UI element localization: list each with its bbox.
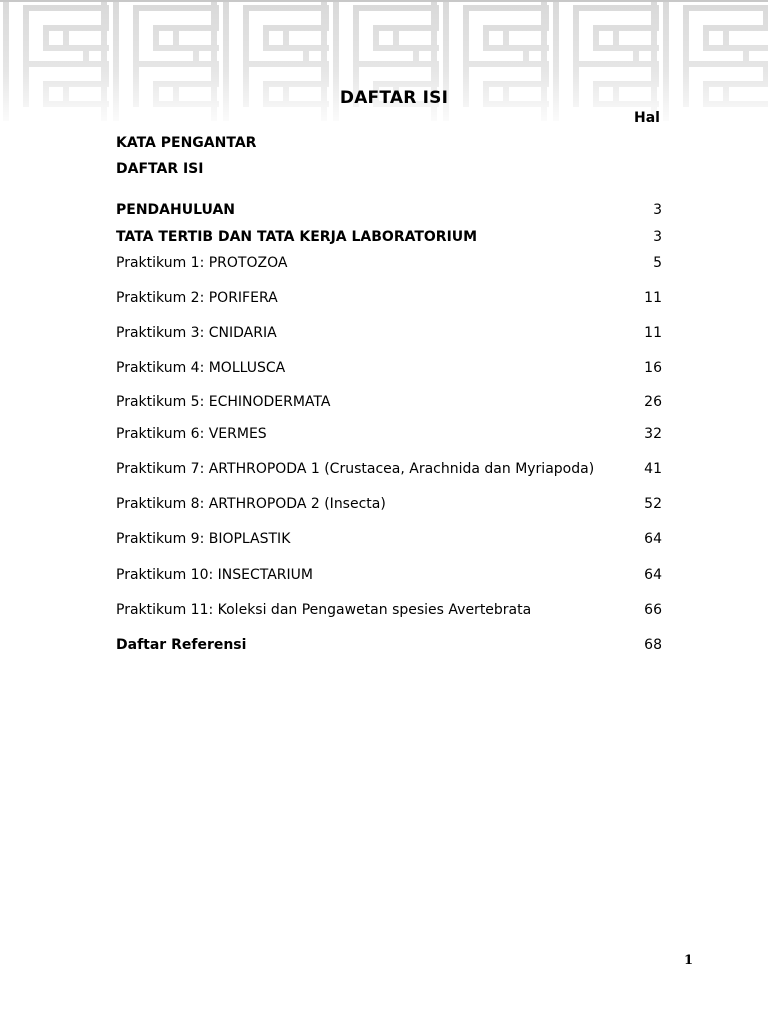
toc-entry-tata-tertib[interactable]: TATA TERTIB DAN TATA KERJA LABORATORIUM [116, 229, 478, 245]
toc-page-praktikum-5: 26 [644, 394, 662, 410]
toc-entry-daftar-referensi[interactable]: Daftar Referensi [116, 637, 247, 653]
toc-page-praktikum-3: 11 [644, 325, 662, 341]
toc-page-praktikum-2: 11 [644, 290, 662, 306]
toc-page-praktikum-4: 16 [644, 360, 662, 376]
toc-entry-praktikum-6[interactable]: Praktikum 6: VERMES [116, 426, 267, 442]
page-title: DAFTAR ISI [339, 88, 449, 108]
toc-page-praktikum-10: 64 [644, 567, 662, 583]
toc-entry-pendahuluan[interactable]: PENDAHULUAN [116, 202, 235, 218]
toc-page-praktikum-7: 41 [644, 461, 662, 477]
toc-entry-praktikum-1[interactable]: Praktikum 1: PROTOZOA [116, 255, 288, 271]
toc-entry-praktikum-11[interactable]: Praktikum 11: Koleksi dan Pengawetan spesies Avertebrata [116, 602, 532, 618]
toc-page-praktikum-1: 5 [653, 255, 662, 271]
toc-entry-praktikum-4[interactable]: Praktikum 4: MOLLUSCA [116, 360, 286, 376]
toc-entry-kata-pengantar[interactable]: KATA PENGANTAR [116, 135, 257, 151]
toc-page-praktikum-6: 32 [644, 426, 662, 442]
toc-page-praktikum-11: 66 [644, 602, 662, 618]
page-number: 1 [684, 953, 694, 968]
toc-entry-praktikum-5[interactable]: Praktikum 5: ECHINODERMATA [116, 394, 331, 410]
toc-page-praktikum-9: 64 [644, 531, 662, 547]
page-column-header: Hal [634, 110, 660, 126]
toc-entry-daftar-isi[interactable]: DAFTAR ISI [116, 161, 204, 177]
toc-page-praktikum-8: 52 [644, 496, 662, 512]
toc-page-tata-tertib: 3 [653, 229, 662, 245]
toc-entry-praktikum-3[interactable]: Praktikum 3: CNIDARIA [116, 325, 277, 341]
toc-entry-praktikum-2[interactable]: Praktikum 2: PORIFERA [116, 290, 278, 306]
toc-entry-praktikum-10[interactable]: Praktikum 10: INSECTARIUM [116, 567, 313, 583]
toc-entry-praktikum-8[interactable]: Praktikum 8: ARTHROPODA 2 (Insecta) [116, 496, 386, 512]
toc-entry-praktikum-9[interactable]: Praktikum 9: BIOPLASTIK [116, 531, 291, 547]
toc-page-daftar-referensi: 68 [644, 637, 662, 653]
toc-page-pendahuluan: 3 [653, 202, 662, 218]
toc-entry-praktikum-7[interactable]: Praktikum 7: ARTHROPODA 1 (Crustacea, Arachnida dan Myriapoda) [116, 461, 595, 477]
